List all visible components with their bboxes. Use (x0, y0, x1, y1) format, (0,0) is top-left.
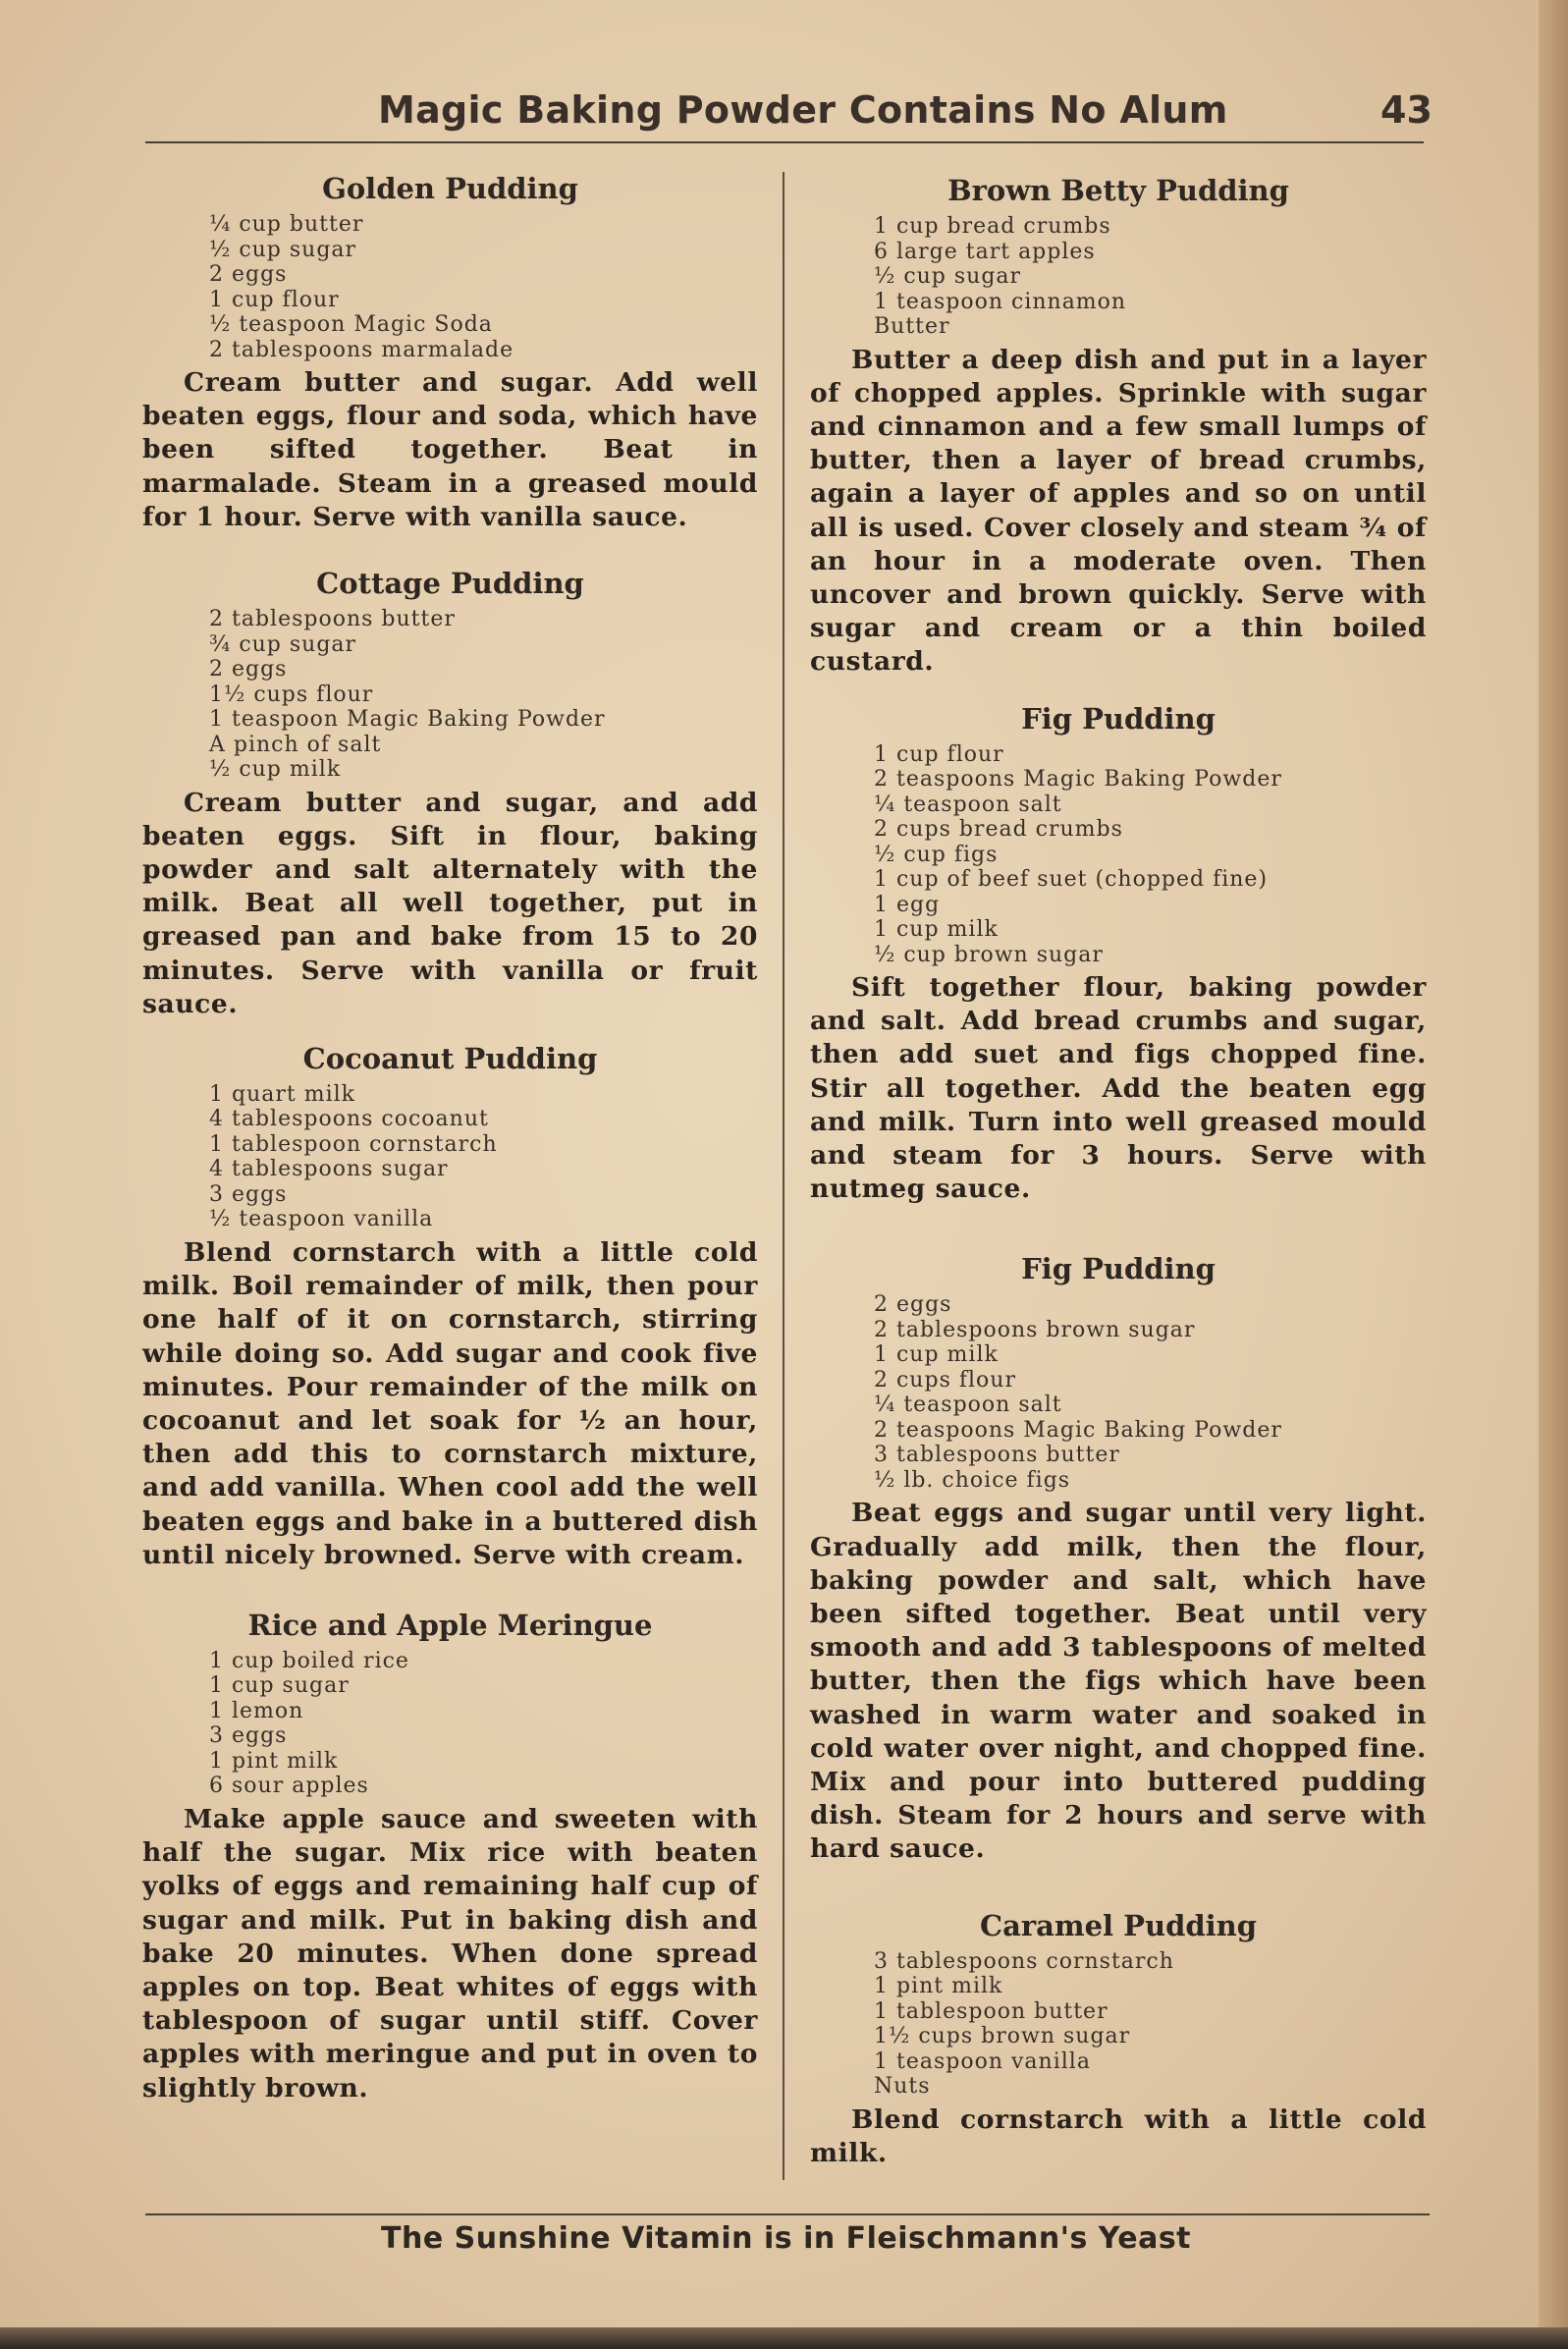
ingredient: ½ cup figs (874, 842, 999, 867)
ingredient: 3 tablespoons cornstarch (874, 1948, 1174, 1974)
ingredient: 2 tablespoons brown sugar (874, 1317, 1196, 1342)
ingredient: 1 cup of beef suet (chopped fine) (874, 867, 1269, 893)
ingredient: 2 eggs (209, 657, 288, 683)
ingredient: ½ cup milk (209, 757, 342, 783)
ingredient: 3 eggs (209, 1181, 288, 1207)
ingredient-list (209, 1649, 758, 1799)
recipe-instructions: Cream butter and sugar. Add well beaten eggs, flour and soda, which have been sifted together. Beat in marmalade. Steam in a greased mould for 1 hour. Serve with vanilla sauce. (142, 367, 758, 532)
recipe-fig-pudding-2 (810, 1249, 1427, 1866)
recipe-brown-betty-pudding (810, 171, 1427, 680)
column-divider (783, 172, 784, 2180)
recipe-instructions: Butter a deep dish and put in a layer of chopped apples. Sprinkle with sugar and cinnamon and a few small lumps of butter, then a layer of bread crumbs, again a layer of apples and so on until all is used. Cover closely and steam ¾ of an hour in a moderate oven. Then uncover and brown quickly. Serve with sugar and cream or a thin boiled custard. (810, 344, 1427, 678)
ingredient: 3 tablespoons butter (874, 1443, 1120, 1468)
ingredient: 1 quart milk (209, 1081, 355, 1107)
ingredient: ½ cup brown sugar (874, 942, 1104, 967)
ingredient: 1 pint milk (209, 1748, 339, 1774)
recipe-title: Cottage Pudding (316, 567, 584, 601)
recipe-rice-apple-meringue (142, 1606, 758, 2105)
ingredient: 1½ cups brown sugar (874, 2024, 1131, 2049)
footer-text: The Sunshine Vitamin is in Fleischmann's Yeast (381, 2221, 1192, 2256)
recipe-instructions: Make apple sauce and sweeten with half the sugar. Mix rice with beaten yolks of eggs and remaining half cup of sugar and milk. Put in baking dish and bake 20 minutes. When done spread apples on top. Beat whites of eggs with tablespoon of sugar until stiff. Cover apples with meringue and put in oven to slightly brown. (142, 1803, 758, 2103)
header-rule (145, 141, 1424, 143)
ingredient: ½ cup sugar (209, 237, 357, 262)
left-column (142, 169, 758, 2105)
ingredient: 2 cups flour (874, 1367, 1016, 1393)
ingredient: 2 teaspoons Magic Baking Powder (874, 767, 1282, 792)
ingredient: 1 tablespoon cornstarch (209, 1131, 498, 1157)
ingredient: 1 egg (874, 892, 941, 917)
page-edge-bottom (0, 2327, 1568, 2349)
recipe-instructions: Blend cornstarch with a little cold milk. Boil remainder of milk, then pour one half of it on cornstarch, stirring while doing so. Add sugar and cook five minutes. Pour remainder of the milk on cocoanut and let soak for ½ an hour, then add this to cornstarch mixture, and add vanilla. When cool add the well beaten eggs and bake in a buttered dish until nicely browned. Serve with cream. (142, 1236, 758, 1570)
ingredient: 1 pint milk (874, 1974, 1003, 1999)
ingredient: ¾ cup sugar (209, 631, 357, 657)
recipe-golden-pudding (142, 169, 758, 534)
recipe-title: Cocoanut Pudding (302, 1041, 598, 1075)
footer-rule (145, 2213, 1430, 2215)
ingredient: 1 tablespoon butter (874, 1998, 1108, 2024)
recipe-instructions: Sift together flour, baking powder and salt. Add bread crumbs and sugar, then add suet and figs chopped fine. Stir all together. Add the beaten egg and milk. Turn into well greased mould and steam for 3 hours. Serve with nutmeg sauce. (810, 972, 1427, 1205)
ingredient-list (209, 212, 758, 362)
ingredient: Nuts (874, 2074, 931, 2100)
ingredient: 2 teaspoons Magic Baking Powder (874, 1417, 1282, 1443)
page-edge-right (1539, 0, 1568, 2349)
recipe-fig-pudding-1 (810, 699, 1427, 1207)
ingredient: 4 tablespoons sugar (209, 1157, 449, 1182)
ingredient: 2 cups bread crumbs (874, 817, 1123, 843)
ingredient: 2 tablespoons marmalade (209, 337, 514, 362)
ingredient: ¼ cup butter (209, 212, 364, 237)
ingredient: 2 tablespoons butter (209, 607, 456, 632)
ingredient: 6 sour apples (209, 1774, 369, 1799)
recipe-instructions: Blend cornstarch with a little cold milk. (810, 2103, 1427, 2168)
recipe-title: Brown Betty Pudding (947, 174, 1289, 207)
recipe-title: Fig Pudding (1021, 701, 1216, 736)
ingredient: 1 cup milk (874, 1342, 999, 1368)
running-head: Magic Baking Powder Contains No Alum (378, 88, 1228, 132)
recipe-title: Golden Pudding (322, 172, 578, 205)
ingredient-list (874, 1292, 1427, 1493)
ingredient: 3 eggs (209, 1723, 288, 1749)
ingredient: Butter (874, 314, 950, 339)
ingredient-list (874, 1949, 1427, 2100)
ingredient-list (874, 742, 1427, 968)
ingredient: 1 cup boiled rice (209, 1648, 409, 1673)
ingredient: ½ lb. choice figs (874, 1467, 1071, 1493)
ingredient: 1 teaspoon vanilla (874, 2049, 1091, 2074)
recipe-title: Fig Pudding (1021, 1252, 1216, 1286)
recipe-instructions: Cream butter and sugar, and add beaten eggs. Sift in flour, baking powder and salt alternately with the milk. Beat all well together, put in greased pan and bake from 15 to 20 minutes. Serve with vanilla or fruit sauce. (142, 787, 758, 1019)
ingredient: ½ teaspoon Magic Soda (209, 312, 493, 337)
ingredient: 4 tablespoons cocoanut (209, 1107, 489, 1132)
ingredient: 1 lemon (209, 1698, 304, 1723)
ingredient: 2 eggs (874, 1292, 952, 1318)
recipe-title: Caramel Pudding (979, 1908, 1257, 1942)
ingredient: 6 large tart apples (874, 239, 1096, 264)
ingredient: 1 teaspoon cinnamon (874, 289, 1127, 314)
ingredient-list (209, 607, 758, 783)
recipe-cottage-pudding (142, 564, 758, 1021)
ingredient: 1 cup flour (874, 741, 1004, 767)
recipe-instructions: Beat eggs and sugar until very light. Gradually add milk, then the flour, baking powder and salt, which have been sifted together. Beat until very smooth and add 3 tablespoons of melted butter, then the figs which have been washed in warm water and soaked in cold water over night, and chopped fine. Mix and pour into buttered pudding dish. Steam for 2 hours and serve with hard sauce. (810, 1498, 1427, 1865)
ingredient: ½ cup sugar (874, 264, 1022, 289)
ingredient-list (209, 1082, 758, 1232)
recipe-title: Rice and Apple Meringue (247, 1608, 653, 1642)
recipe-caramel-pudding (810, 1906, 1427, 2170)
ingredient: 1½ cups flour (209, 682, 374, 707)
page-number: 43 (1380, 88, 1433, 132)
ingredient: 1 cup sugar (209, 1673, 350, 1699)
ingredient-list (874, 214, 1427, 340)
ingredient: 1 cup bread crumbs (874, 214, 1111, 239)
right-column (810, 171, 1427, 2170)
ingredient: 1 teaspoon Magic Baking Powder (209, 707, 606, 733)
ingredient: 1 cup flour (209, 287, 340, 312)
ingredient: 1 cup milk (874, 917, 999, 943)
ingredient: ½ teaspoon vanilla (209, 1207, 434, 1232)
ingredient: ¼ teaspoon salt (874, 1393, 1062, 1418)
recipe-cocoanut-pudding (142, 1039, 758, 1572)
ingredient: ¼ teaspoon salt (874, 792, 1062, 817)
ingredient: 2 eggs (209, 262, 288, 287)
ingredient: A pinch of salt (209, 732, 382, 757)
